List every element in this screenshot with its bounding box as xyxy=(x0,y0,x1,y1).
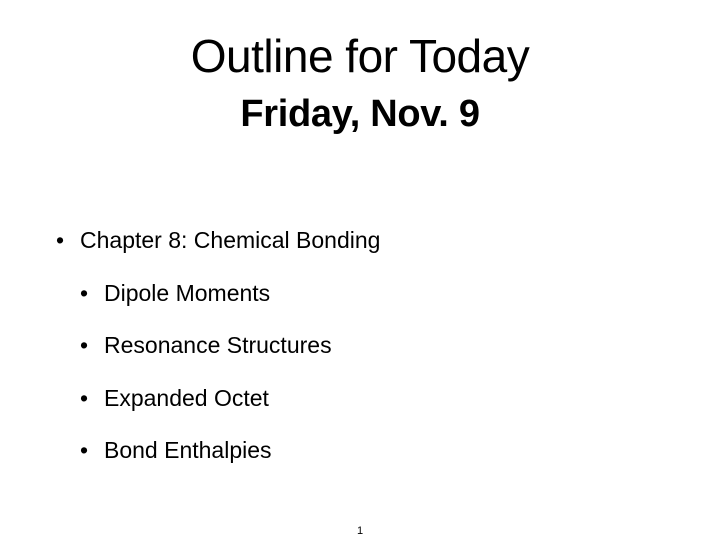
slide-subtitle: Friday, Nov. 9 xyxy=(240,93,480,135)
bullet-item xyxy=(80,331,332,359)
bullet-text: Bond Enthalpies xyxy=(104,437,272,463)
bullet-icon: • xyxy=(80,385,89,411)
bullet-text: Dipole Moments xyxy=(104,280,271,306)
bullet-icon: • xyxy=(80,280,89,306)
slide-title: Outline for Today xyxy=(190,30,530,82)
bullet-item xyxy=(56,226,380,254)
bullet-icon: • xyxy=(80,332,89,358)
bullet-item xyxy=(80,279,270,307)
bullet-text: Expanded Octet xyxy=(104,385,269,411)
bullet-text: Chapter 8: Chemical Bonding xyxy=(80,227,381,253)
bullet-icon: • xyxy=(80,437,89,463)
bullet-item xyxy=(80,384,269,412)
page-number: 1 xyxy=(356,525,364,537)
bullet-text: Resonance Structures xyxy=(104,332,332,358)
bullet-icon: • xyxy=(56,227,65,253)
bullet-item xyxy=(80,436,272,464)
